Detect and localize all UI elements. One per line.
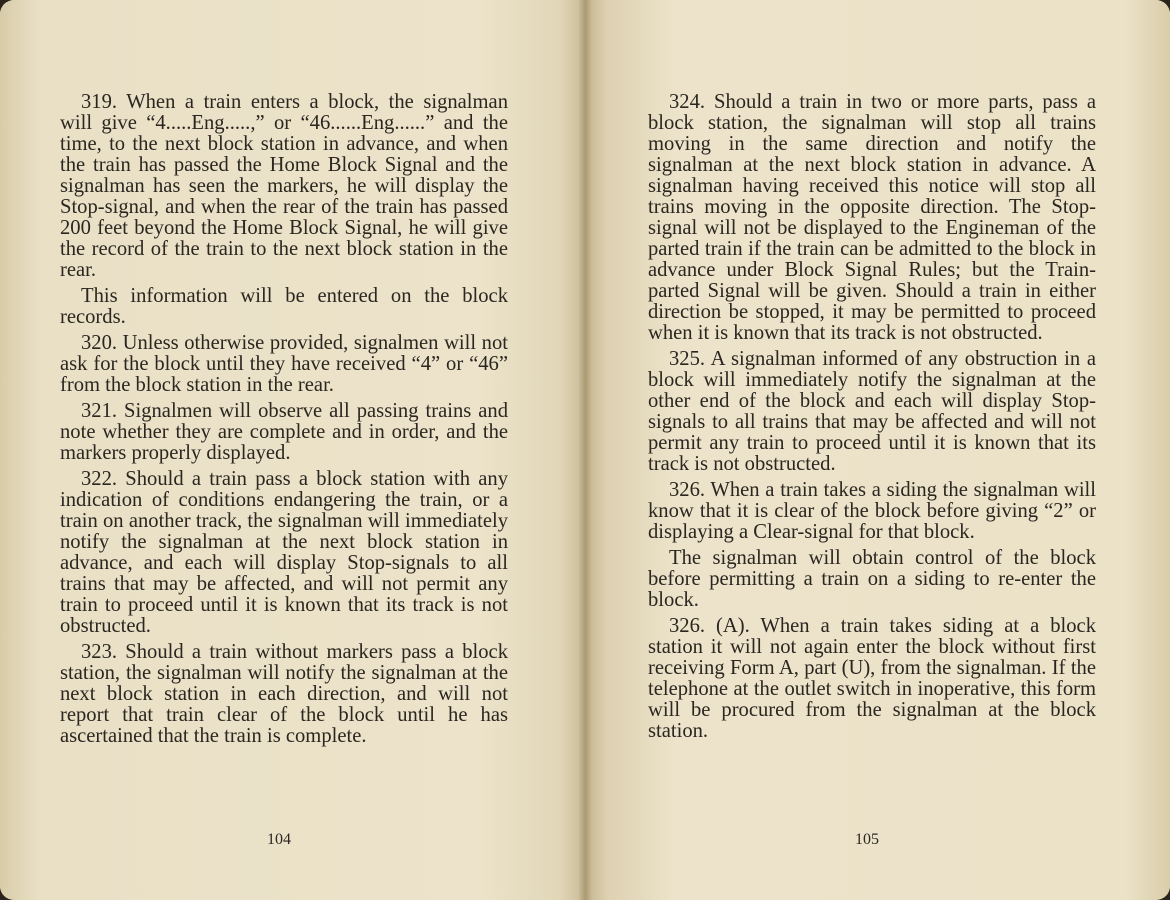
left-page-text: [60, 92, 508, 752]
page-number-left: 104: [267, 831, 291, 848]
rule-326-note: The signalman will obtain control of the block before permitting a train on a siding to re-enter the block.: [648, 547, 1096, 611]
rule-324: 324. Should a train in two or more parts, pass a block station, the signalman will stop all trains moving in the same direction and notify the signalman at the next block station in advance. A signalman having received this notice will stop all trains moving in the opposite direction. The Stop-signal will not be displayed to the Engineman of the parted train if the train can be admitted to the block in advance under Block Signal Rules; but the Train-parted Signal will be given. Should a train in either direction be stopped, it may be permitted to proceed when it is known that its track is not obstructed.: [648, 91, 1096, 344]
book-gutter: [578, 0, 592, 900]
rule-321: 321. Signalmen will observe all passing trains and note whether they are complete and in order, and the markers properly displayed.: [60, 400, 508, 464]
right-page-text: [648, 92, 1096, 747]
rule-319-note: This information will be entered on the block records.: [60, 285, 508, 328]
page-number-right: 105: [855, 831, 879, 848]
rule-320: 320. Unless otherwise provided, signalmen will not ask for the block until they have received “4” or “46” from the block station in the rear.: [60, 332, 508, 396]
rule-323: 323. Should a train without markers pass a block station, the signalman will notify the signalman at the next block station in each direction, and will not report that train clear of the block until he has ascertained that the train is complete.: [60, 641, 508, 747]
rule-322: 322. Should a train pass a block station with any indication of conditions endangering the train, or a train on another track, the signalman will immediately notify the signalman at the next block station in advance, and each will display Stop-signals to all trains that may be affected, and will not permit any train to proceed until it is known that its track is not obstructed.: [60, 468, 508, 637]
rule-319: 319. When a train enters a block, the signalman will give “4.....Eng.....,” or “46......Eng......” and the time, to the next block station in advance, and when the train has passed the Home Block Signal and the signalman has seen the markers, he will display the Stop-signal, and when the rear of the train has passed 200 feet beyond the Home Block Signal, he will give the record of the train to the next block station in the rear.: [60, 91, 508, 281]
rule-326a: 326. (A). When a train takes siding at a block station it will not again enter the block without first receiving Form A, part (U), from the signalman. If the telephone at the outlet switch in inoperative, this form will be procured from the signalman at the block station.: [648, 615, 1096, 742]
rule-325: 325. A signalman informed of any obstruction in a block will immediately notify the signalman at the other end of the block and each will display Stop-signals to all trains that may be affected and will not permit any train to proceed until it is known that its track is not obstructed.: [648, 348, 1096, 475]
rule-326: 326. When a train takes a siding the signalman will know that it is clear of the block before giving “2” or displaying a Clear-signal for that block.: [648, 479, 1096, 543]
